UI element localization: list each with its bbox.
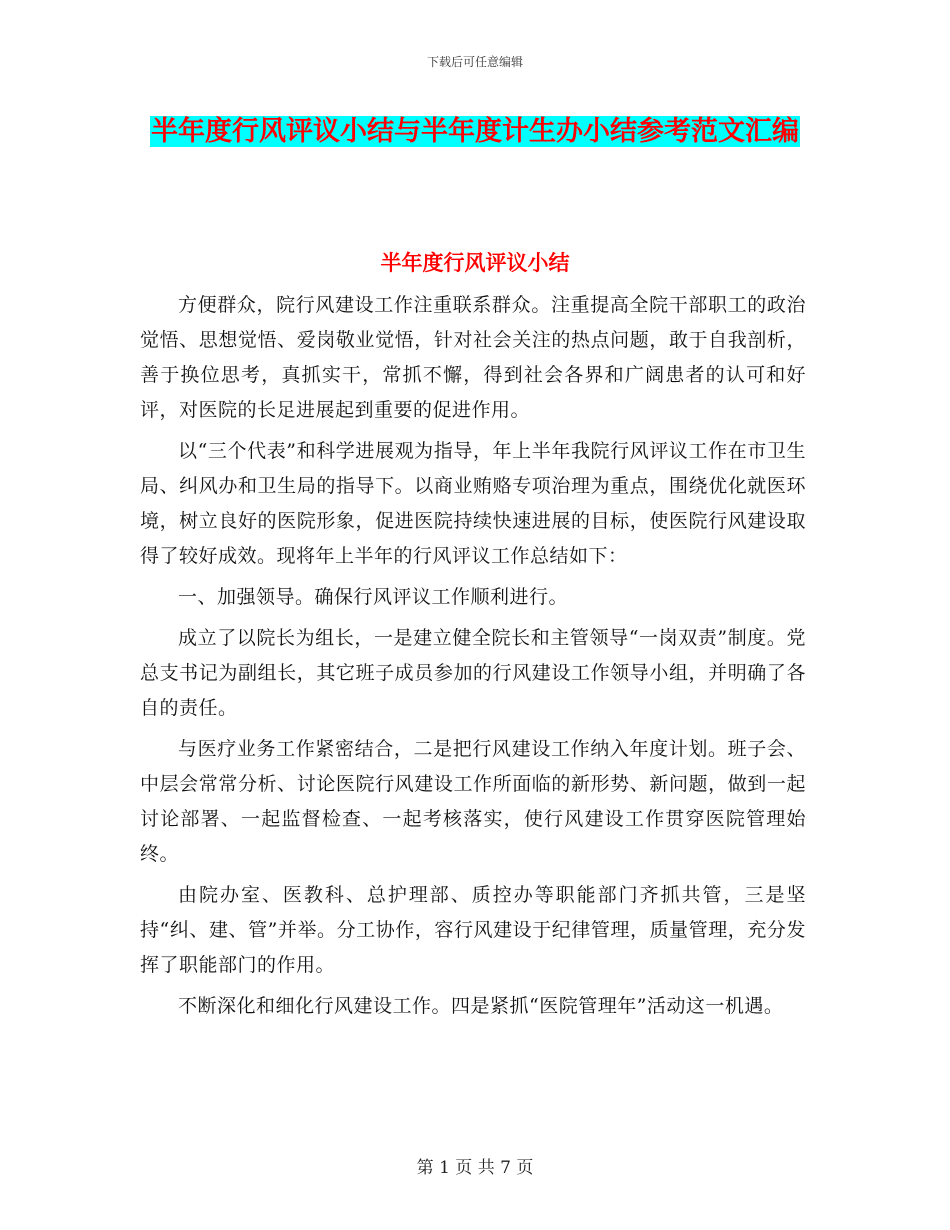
page-footer: 第 1 页 共 7 页 xyxy=(416,1158,534,1178)
document-title-text: 半年度行风评议小结与半年度计生办小结参考范文汇编 xyxy=(151,116,799,147)
page-header-note: 下载后可任意编辑 xyxy=(426,55,523,69)
paragraph: 由院办室、医教科、总护理部、质控办等职能部门齐抓共管，三是坚持“纠、建、管”并举。分工协作，容行风建设于纪律管理，质量管理，充分发挥了职能部门的作用。 xyxy=(140,884,806,976)
section-title: 半年度行风评议小结 xyxy=(380,251,570,275)
paragraph: 以“三个代表”和科学进展观为指导，年上半年我院行风评议工作在市卫生局、纠风办和卫生局的指导下。以商业贿赂专项治理为重点，围绕优化就医环境，树立良好的医院形象，促进医院持续快速进展的目标，使医院行风建设取得了较好成效。现将年上半年的行风评议工作总结如下： xyxy=(140,440,806,567)
document-body xyxy=(140,288,806,1030)
paragraph: 与医疗业务工作紧密结合，二是把行风建设工作纳入年度计划。班子会、中层会常常分析、讨论医院行风建设工作所面临的新形势、新问题，做到一起讨论部署、一起监督检查、一起考核落实，使行风建设工作贯穿医院管理始终。 xyxy=(140,738,806,865)
document-title xyxy=(140,108,810,156)
paragraph: 方便群众，院行风建设工作注重联系群众。注重提高全院干部职工的政治觉悟、思想觉悟、爱岗敬业觉悟，针对社会关注的热点问题，敢于自我剖析，善于换位思考，真抓实干，常抓不懈，得到社会各界和广阔患者的认可和好评，对医院的长足进展起到重要的促进作用。 xyxy=(140,294,806,421)
paragraph: 一、加强领导。确保行风评议工作顺利进行。 xyxy=(178,586,569,608)
paragraph: 不断深化和细化行风建设工作。四是紧抓“医院管理年”活动这一机遇。 xyxy=(178,995,784,1017)
paragraph: 成立了以院长为组长，一是建立健全院长和主管领导“一岗双责”制度。党总支书记为副组长，其它班子成员参加的行风建设工作领导小组，并明确了各自的责任。 xyxy=(140,627,806,719)
